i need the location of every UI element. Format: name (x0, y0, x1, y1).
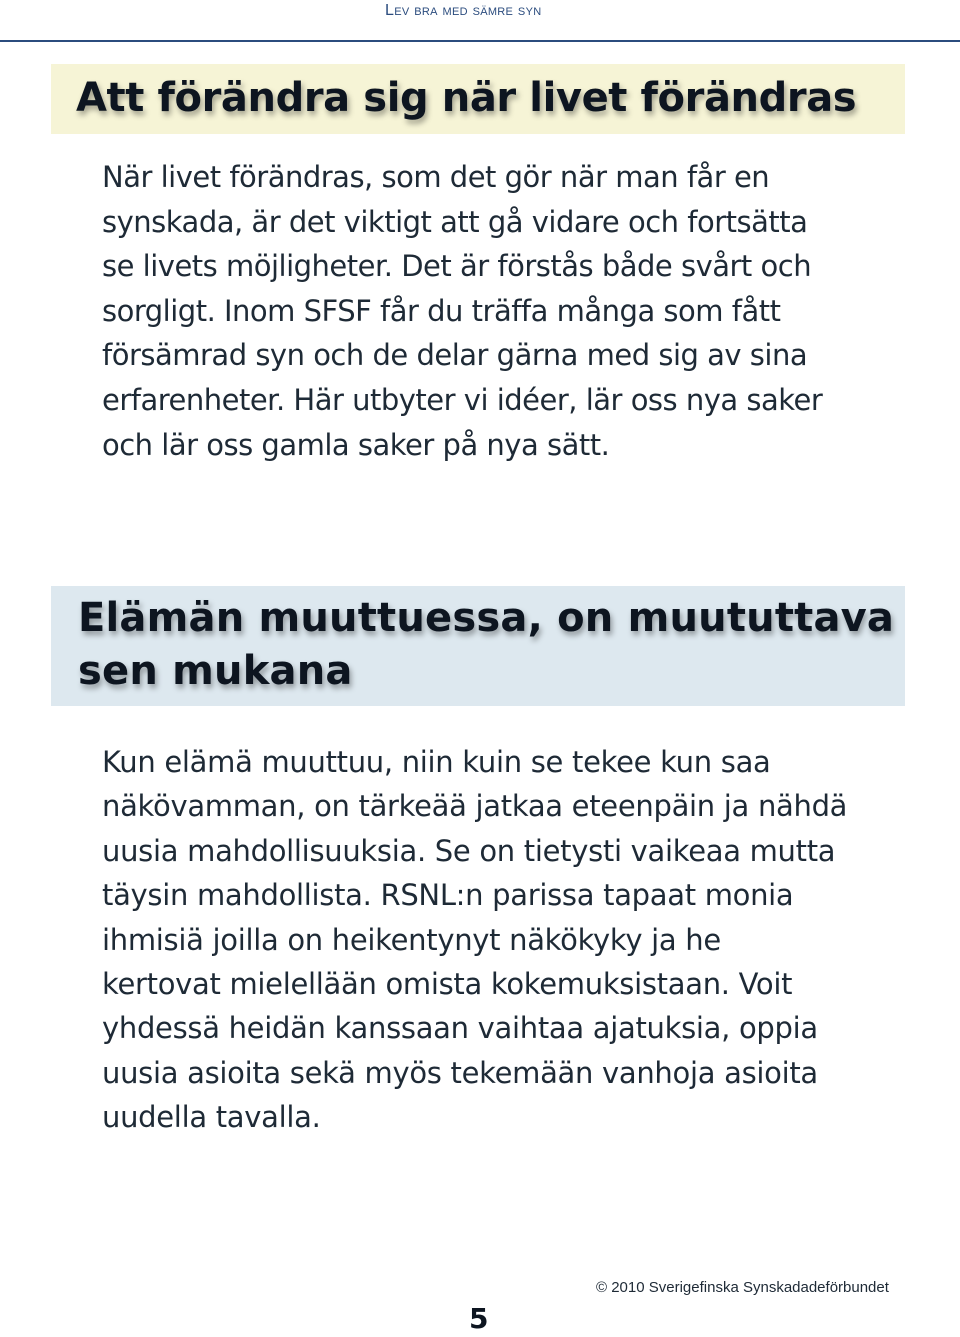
section-paragraph: När livet förändras, som det gör när man får en synskada, är det viktigt att gå vidare och fortsätta se livets möjligheter. Det är förstås både svårt och sorgligt. Inom SFSF får du träffa många som fått försämrad syn och de delar gärna med sig av sina erfarenheter. Här utbyter vi idéer, lär oss nya saker och lär oss gamla saker på nya sätt. (102, 160, 823, 462)
section-heading: Att förändra sig när livet förändras (76, 75, 857, 121)
running-header (0, 0, 960, 42)
section-heading: Elämän muuttuessa, on muututtava sen mukana (78, 595, 895, 694)
footer-copyright: © 2010 Sverigefinska Synskadadeförbundet (596, 1279, 889, 1296)
page-number: 5 (469, 1302, 489, 1335)
section-heading-band (51, 64, 905, 134)
running-header-title: Lev bra med sämre syn (385, 2, 542, 19)
section-paragraph: Kun elämä muuttuu, niin kuin se tekee kun saa näkövamman, on tärkeää jatkaa eteenpäin ja nähdä uusia mahdollisuuksia. Se on tietysti vaikeaa mutta täysin mahdollista. RSNL:n parissa tapaat monia ihmisiä joilla on heikentynyt näkökyky ja he kertovat mielellään omista kokemuksistaan. Voit yhdessä heidän kanssaan vaihtaa ajatuksia, oppia uusia asioita sekä myös tekemään vanhoja asioita uudella tavalla. (102, 745, 848, 1135)
section-heading-band (51, 586, 905, 706)
